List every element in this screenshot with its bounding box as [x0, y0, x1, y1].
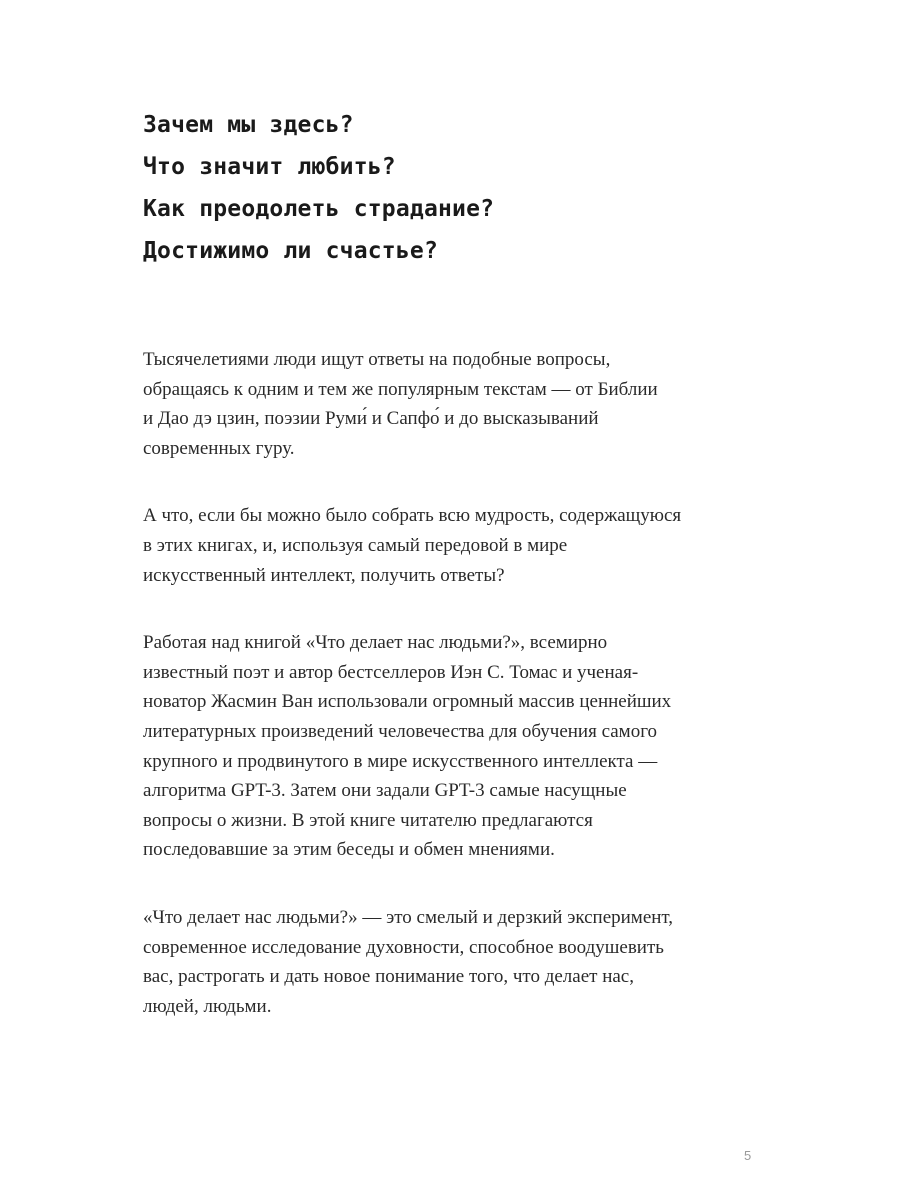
text-line: Тысячелетиями люди ищут ответы на подобные вопросы,	[143, 349, 611, 370]
text-line: «Что делает нас людьми?» — это смелый и дерзкий эксперимент,	[143, 906, 674, 928]
text-line: вопросы о жизни. В этой книге читателю предлагаются	[143, 809, 593, 831]
paragraph-conclusion	[143, 903, 733, 1021]
page-number: 5	[744, 1148, 752, 1163]
paragraph-about-book	[143, 628, 733, 865]
text-line: обращаясь к одним и тем же популярным текстам — от Библии	[143, 378, 658, 400]
text-line: новатор Жасмин Ван использовали огромный массив ценнейших	[143, 691, 672, 713]
body-text	[143, 345, 733, 1059]
text-line: последовавшие за этим беседы и обмен мнениями.	[143, 839, 555, 861]
text-line: в этих книгах, и, используя самый передовой в мире	[143, 534, 568, 556]
questions-list	[143, 104, 763, 272]
text-line: людей, людьми.	[143, 995, 272, 1017]
question-heading: Как преодолеть страдание?	[143, 196, 495, 222]
text-line: Работая над книгой «Что делает нас людьми?», всемирно	[143, 632, 608, 654]
text-line: современное исследование духовности, способное воодушевить	[143, 936, 664, 958]
text-line: вас, растрогать и дать новое понимание того, что делает нас,	[143, 966, 634, 988]
text-line: известный поэт и автор бестселлеров Иэн С. Томас и ученая-	[143, 661, 639, 683]
question-heading: Зачем мы здесь?	[143, 112, 354, 138]
text-line: А что, если бы можно было собрать всю мудрость, содержащуюся	[143, 505, 682, 527]
question-heading: Что значит любить?	[143, 154, 396, 180]
text-line: литературных произведений человечества для обучения самого	[143, 720, 658, 742]
paragraph-question	[143, 501, 733, 590]
text-line: искусственный интеллект, получить ответы?	[143, 564, 505, 586]
text-line: крупного и продвинутого в мире искусственного интеллекта —	[143, 750, 658, 772]
paragraph-intro	[143, 345, 733, 463]
text-line: алгоритма GPT-3. Затем они задали GPT-3 самые насущные	[143, 780, 627, 802]
text-line: современных гуру.	[143, 437, 295, 459]
question-heading: Достижимо ли счастье?	[143, 238, 438, 264]
text-line: и Дао дэ цзин, поэзии Руми́ и Сапфо́ и до высказываний	[143, 408, 599, 430]
